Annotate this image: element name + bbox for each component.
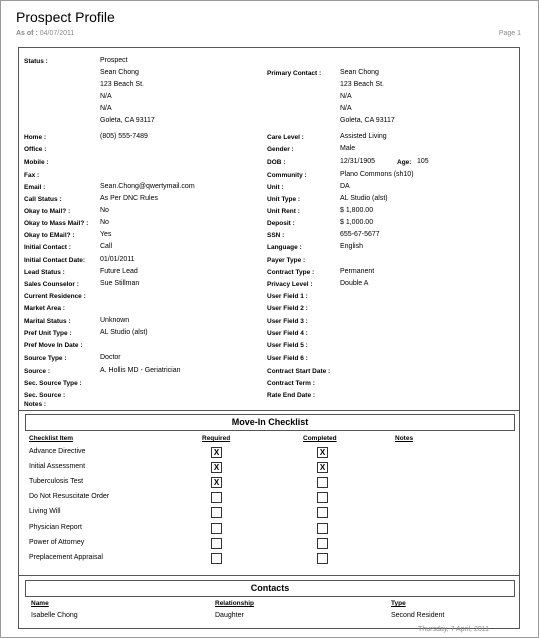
field-value: Sean.Chong@qwertymail.com	[100, 183, 195, 190]
checklist-item-name: Power of Attorney	[29, 539, 85, 546]
checklist-item-name: Physician Report	[29, 524, 82, 531]
field-value: AL Studio (alst)	[100, 329, 148, 336]
contact-relationship: Daughter	[215, 612, 244, 619]
field-value: Doctor	[100, 354, 121, 361]
age-label: Age:	[397, 159, 412, 166]
field-label: Marital Status :	[24, 318, 71, 325]
field-value: Permanent	[340, 268, 375, 275]
completed-checkbox[interactable]	[317, 492, 328, 503]
checklist-col-completed: Completed	[303, 435, 337, 442]
primary-contact-city: Goleta, CA 93117	[340, 117, 395, 124]
field-value: 01/01/2011	[100, 256, 135, 263]
field-label: Unit :	[267, 184, 284, 191]
field-label: User Field 3 :	[267, 318, 308, 325]
field-label: Payer Type :	[267, 257, 306, 264]
field-label: DOB :	[267, 159, 286, 166]
completed-checkbox[interactable]: X	[317, 462, 328, 473]
required-checkbox[interactable]	[211, 507, 222, 518]
field-label: Contract Type :	[267, 269, 315, 276]
required-checkbox[interactable]	[211, 492, 222, 503]
required-checkbox[interactable]	[211, 553, 222, 564]
field-value: Call	[100, 243, 113, 250]
field-label: Okay to Mass Mail? :	[24, 220, 89, 227]
field-label: Sales Counselor :	[24, 281, 79, 288]
field-value: AL Studio (alst)	[340, 195, 388, 202]
field-label: User Field 6 :	[267, 355, 308, 362]
field-label: Initial Contact Date:	[24, 257, 86, 264]
checklist-col-required: Required	[202, 435, 231, 442]
section-divider	[19, 410, 519, 411]
field-label: Fax :	[24, 172, 40, 179]
field-value: Double A	[340, 280, 369, 287]
field-value: Assisted Living	[340, 133, 387, 140]
field-label: Source Type :	[24, 355, 67, 362]
footer-date: Thursday, 7 April, 2011	[418, 626, 489, 633]
field-label: Email :	[24, 184, 46, 191]
field-label: Contract Term :	[267, 380, 315, 387]
field-label: User Field 4 :	[267, 330, 308, 337]
section-divider	[19, 575, 519, 576]
age-value: 105	[417, 158, 429, 165]
field-label: Community :	[267, 172, 307, 179]
field-label: Office :	[24, 146, 47, 153]
completed-checkbox[interactable]	[317, 507, 328, 518]
checklist-item-name: Initial Assessment	[29, 463, 86, 470]
field-value: DA	[340, 183, 350, 190]
field-label: User Field 5 :	[267, 342, 308, 349]
as-of-line	[16, 30, 74, 37]
field-label: Gender :	[267, 146, 294, 153]
field-label: Contract Start Date :	[267, 368, 331, 375]
field-label: Unit Rent :	[267, 208, 300, 215]
primary-contact-address2: N/A	[340, 93, 352, 100]
field-label: Rate End Date :	[267, 392, 316, 399]
contacts-col-type: Type	[391, 600, 406, 607]
field-value: No	[100, 207, 109, 214]
field-label: Call Status :	[24, 196, 62, 203]
field-label: Deposit :	[267, 220, 295, 227]
contacts-col-relationship: Relationship	[215, 600, 255, 607]
completed-checkbox[interactable]	[317, 523, 328, 534]
contact-type: Second Resident	[391, 612, 445, 619]
checklist-item-name: Advance Directive	[29, 448, 86, 455]
field-value: Sue Stillman	[100, 280, 140, 287]
field-value: $ 1,000.00	[340, 219, 374, 226]
field-value: 12/31/1905	[340, 158, 376, 165]
field-value: As Per DNC Rules	[100, 195, 158, 202]
profile-box	[18, 47, 520, 629]
contact-name: Isabelle Chong	[31, 612, 78, 619]
status-address2: N/A	[100, 93, 112, 100]
primary-contact-address1: 123 Beach St.	[340, 81, 384, 88]
checklist-col-item: Checklist Item	[29, 435, 74, 442]
primary-contact-name: Sean Chong	[340, 69, 379, 76]
field-value: Future Lead	[100, 268, 138, 275]
checklist-item-name: Tuberculosis Test	[29, 478, 84, 485]
field-value: No	[100, 219, 109, 226]
as-of-label: As of :	[16, 30, 38, 37]
field-value: 655-67-5677	[340, 231, 380, 238]
field-label: Initial Contact :	[24, 244, 71, 251]
as-of-date: 04/07/2011	[39, 30, 75, 37]
status-address1: 123 Beach St.	[100, 81, 144, 88]
field-label: Lead Status :	[24, 269, 65, 276]
checklist-item-name: Living Will	[29, 508, 61, 515]
status-value: Prospect	[100, 57, 128, 64]
status-name: Sean Chong	[100, 69, 139, 76]
field-label: Sec. Source Type :	[24, 380, 82, 387]
field-label: Mobile :	[24, 159, 49, 166]
required-checkbox[interactable]: X	[211, 447, 222, 458]
field-label: Unit Type :	[267, 196, 301, 203]
completed-checkbox[interactable]	[317, 553, 328, 564]
checklist-col-notes: Notes	[395, 435, 414, 442]
field-label: Pref Move In Date :	[24, 342, 83, 349]
field-value: English	[340, 243, 363, 250]
field-label: User Field 2 :	[267, 305, 308, 312]
status-label: Status :	[24, 58, 48, 65]
checklist-item-name: Preplacement Appraisal	[29, 554, 103, 561]
status-city: Goleta, CA 93117	[100, 117, 155, 124]
field-label: Notes :	[24, 401, 47, 408]
page-number: Page 1	[498, 30, 521, 37]
field-label: Market Area :	[24, 305, 65, 312]
field-label: Pref Unit Type :	[24, 330, 72, 337]
field-label: Privacy Level :	[267, 281, 313, 288]
completed-checkbox[interactable]	[317, 477, 328, 488]
field-label: Okay to EMail? :	[24, 232, 75, 239]
field-label: SSN :	[267, 232, 285, 239]
field-label: Language :	[267, 244, 302, 251]
required-checkbox[interactable]	[211, 538, 222, 549]
field-label: Okay to Mail? :	[24, 208, 71, 215]
required-checkbox[interactable]: X	[211, 477, 222, 488]
field-value: Male	[340, 145, 356, 152]
field-label: Home :	[24, 134, 47, 141]
field-label: Care Level :	[267, 134, 304, 141]
completed-checkbox[interactable]	[317, 538, 328, 549]
primary-contact-label: Primary Contact :	[267, 70, 322, 77]
field-value: Unknown	[100, 317, 130, 324]
required-checkbox[interactable]: X	[211, 462, 222, 473]
field-label: Source :	[24, 368, 51, 375]
field-label: Current Residence :	[24, 293, 86, 300]
field-label: User Field 1 :	[267, 293, 308, 300]
contacts-title: Contacts	[25, 580, 515, 597]
completed-checkbox[interactable]: X	[317, 447, 328, 458]
field-value: (805) 555-7489	[100, 133, 148, 140]
contacts-col-name: Name	[31, 600, 49, 607]
checklist-item-name: Do Not Resuscitate Order	[29, 493, 110, 500]
field-label: Sec. Source :	[24, 392, 66, 399]
field-value: A. Hollis MD - Geriatrician	[100, 367, 181, 374]
field-value: Plano Commons (sh10)	[340, 171, 414, 178]
field-value: Yes	[100, 231, 112, 238]
primary-contact-address3: N/A	[340, 105, 352, 112]
status-address3: N/A	[100, 105, 112, 112]
field-value: $ 1,800.00	[340, 207, 374, 214]
page-title: Prospect Profile	[16, 9, 115, 25]
required-checkbox[interactable]	[211, 523, 222, 534]
checklist-title: Move-In Checklist	[25, 414, 515, 431]
